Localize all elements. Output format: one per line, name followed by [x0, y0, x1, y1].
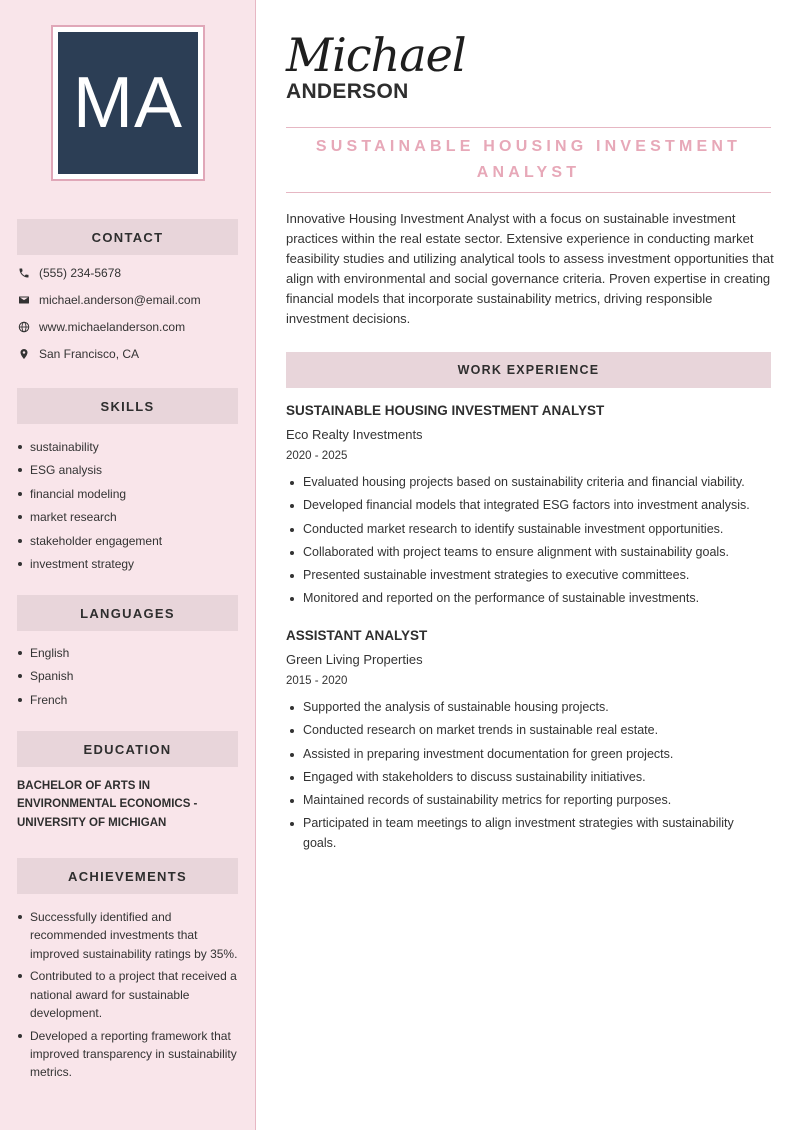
languages-heading: LANGUAGES [17, 595, 238, 631]
duty-item: Engaged with stakeholders to discuss sustainability initiatives. [286, 768, 766, 788]
job-dates: 2015 - 2020 [286, 675, 348, 687]
monogram: MA [58, 32, 198, 174]
monogram-frame [51, 25, 205, 181]
job-duties [286, 473, 766, 613]
contact-phone-text: (555) 234-5678 [39, 266, 122, 280]
language-item: French [17, 691, 73, 714]
job-title: SUSTAINABLE HOUSING INVESTMENT ANALYST [315, 138, 742, 181]
education-heading: EDUCATION [17, 731, 238, 767]
education-degree: BACHELOR OF ARTS IN ENVIRONMENTAL ECONOMICS - UNIVERSITY OF MICHIGAN [17, 780, 198, 829]
contact-phone[interactable] [17, 264, 121, 282]
contact-email[interactable] [17, 291, 201, 309]
duty-item: Conducted research on market trends in sustainable real estate. [286, 721, 766, 741]
profile-summary: Innovative Housing Investment Analyst with a focus on sustainable investment practices within the real estate sector. Extensive experience in conducting market feasibility studies and utilizing analytical tools to assess investment opportunities that align with environmental and social governance criteria. Proven expertise in creating financial models that incorporate sustainability metrics, driving responsible investment decisions. [286, 211, 774, 327]
job-dates: 2020 - 2025 [286, 450, 348, 462]
duty-item: Assisted in preparing investment documentation for green projects. [286, 745, 766, 765]
sidebar [0, 0, 256, 1130]
envelope-icon [17, 294, 30, 307]
job-role: SUSTAINABLE HOUSING INVESTMENT ANALYST [286, 403, 605, 418]
title-rule-top [286, 127, 771, 128]
job-duties [286, 698, 766, 857]
phone-icon [17, 267, 30, 280]
contact-website-text: www.michaelanderson.com [39, 320, 186, 334]
skill-item: ESG analysis [17, 461, 162, 484]
duty-item: Supported the analysis of sustainable housing projects. [286, 698, 766, 718]
globe-icon [17, 321, 30, 334]
duty-item: Developed financial models that integrated ESG factors into investment analysis. [286, 496, 766, 516]
contact-heading: CONTACT [17, 219, 238, 255]
first-name: Michael [286, 28, 466, 82]
contact-location-text: San Francisco, CA [39, 347, 140, 361]
achievement-item: Contributed to a project that received a national award for sustainable development. [17, 967, 238, 1022]
duty-item: Evaluated housing projects based on sustainability criteria and financial viability. [286, 473, 766, 493]
job-role: ASSISTANT ANALYST [286, 628, 428, 643]
skills-heading: SKILLS [17, 388, 238, 424]
duty-item: Presented sustainable investment strategies to executive committees. [286, 566, 766, 586]
work-experience-heading: WORK EXPERIENCE [286, 352, 771, 388]
duty-item: Maintained records of sustainability metrics for reporting purposes. [286, 791, 766, 811]
duty-item: Conducted market research to identify sustainable investment opportunities. [286, 520, 766, 540]
language-item: English [17, 644, 73, 667]
duty-item: Collaborated with project teams to ensure alignment with sustainability goals. [286, 543, 766, 563]
achievements-list [17, 908, 238, 1086]
achievement-item: Successfully identified and recommended investments that improved sustainability ratings by 35%. [17, 908, 238, 963]
contact-location [17, 345, 139, 363]
duty-item: Participated in team meetings to align investment strategies with sustainability goals. [286, 814, 766, 853]
last-name: ANDERSON [286, 80, 409, 103]
contact-email-text: michael.anderson@email.com [39, 293, 201, 307]
skills-list [17, 438, 162, 578]
achievements-heading: ACHIEVEMENTS [17, 858, 238, 894]
job-company: Eco Realty Investments [286, 427, 423, 442]
skill-item: financial modeling [17, 485, 162, 508]
title-rule-bottom [286, 192, 771, 193]
skill-item: stakeholder engagement [17, 532, 162, 555]
skill-item: market research [17, 508, 162, 531]
skill-item: investment strategy [17, 555, 162, 578]
duty-item: Monitored and reported on the performance of sustainable investments. [286, 589, 766, 609]
skill-item: sustainability [17, 438, 162, 461]
contact-website[interactable] [17, 318, 185, 336]
achievement-item: Developed a reporting framework that improved transparency in sustainability metrics. [17, 1027, 238, 1082]
language-item: Spanish [17, 667, 73, 690]
job-company: Green Living Properties [286, 652, 423, 667]
languages-list [17, 644, 73, 714]
map-pin-icon [17, 348, 30, 361]
